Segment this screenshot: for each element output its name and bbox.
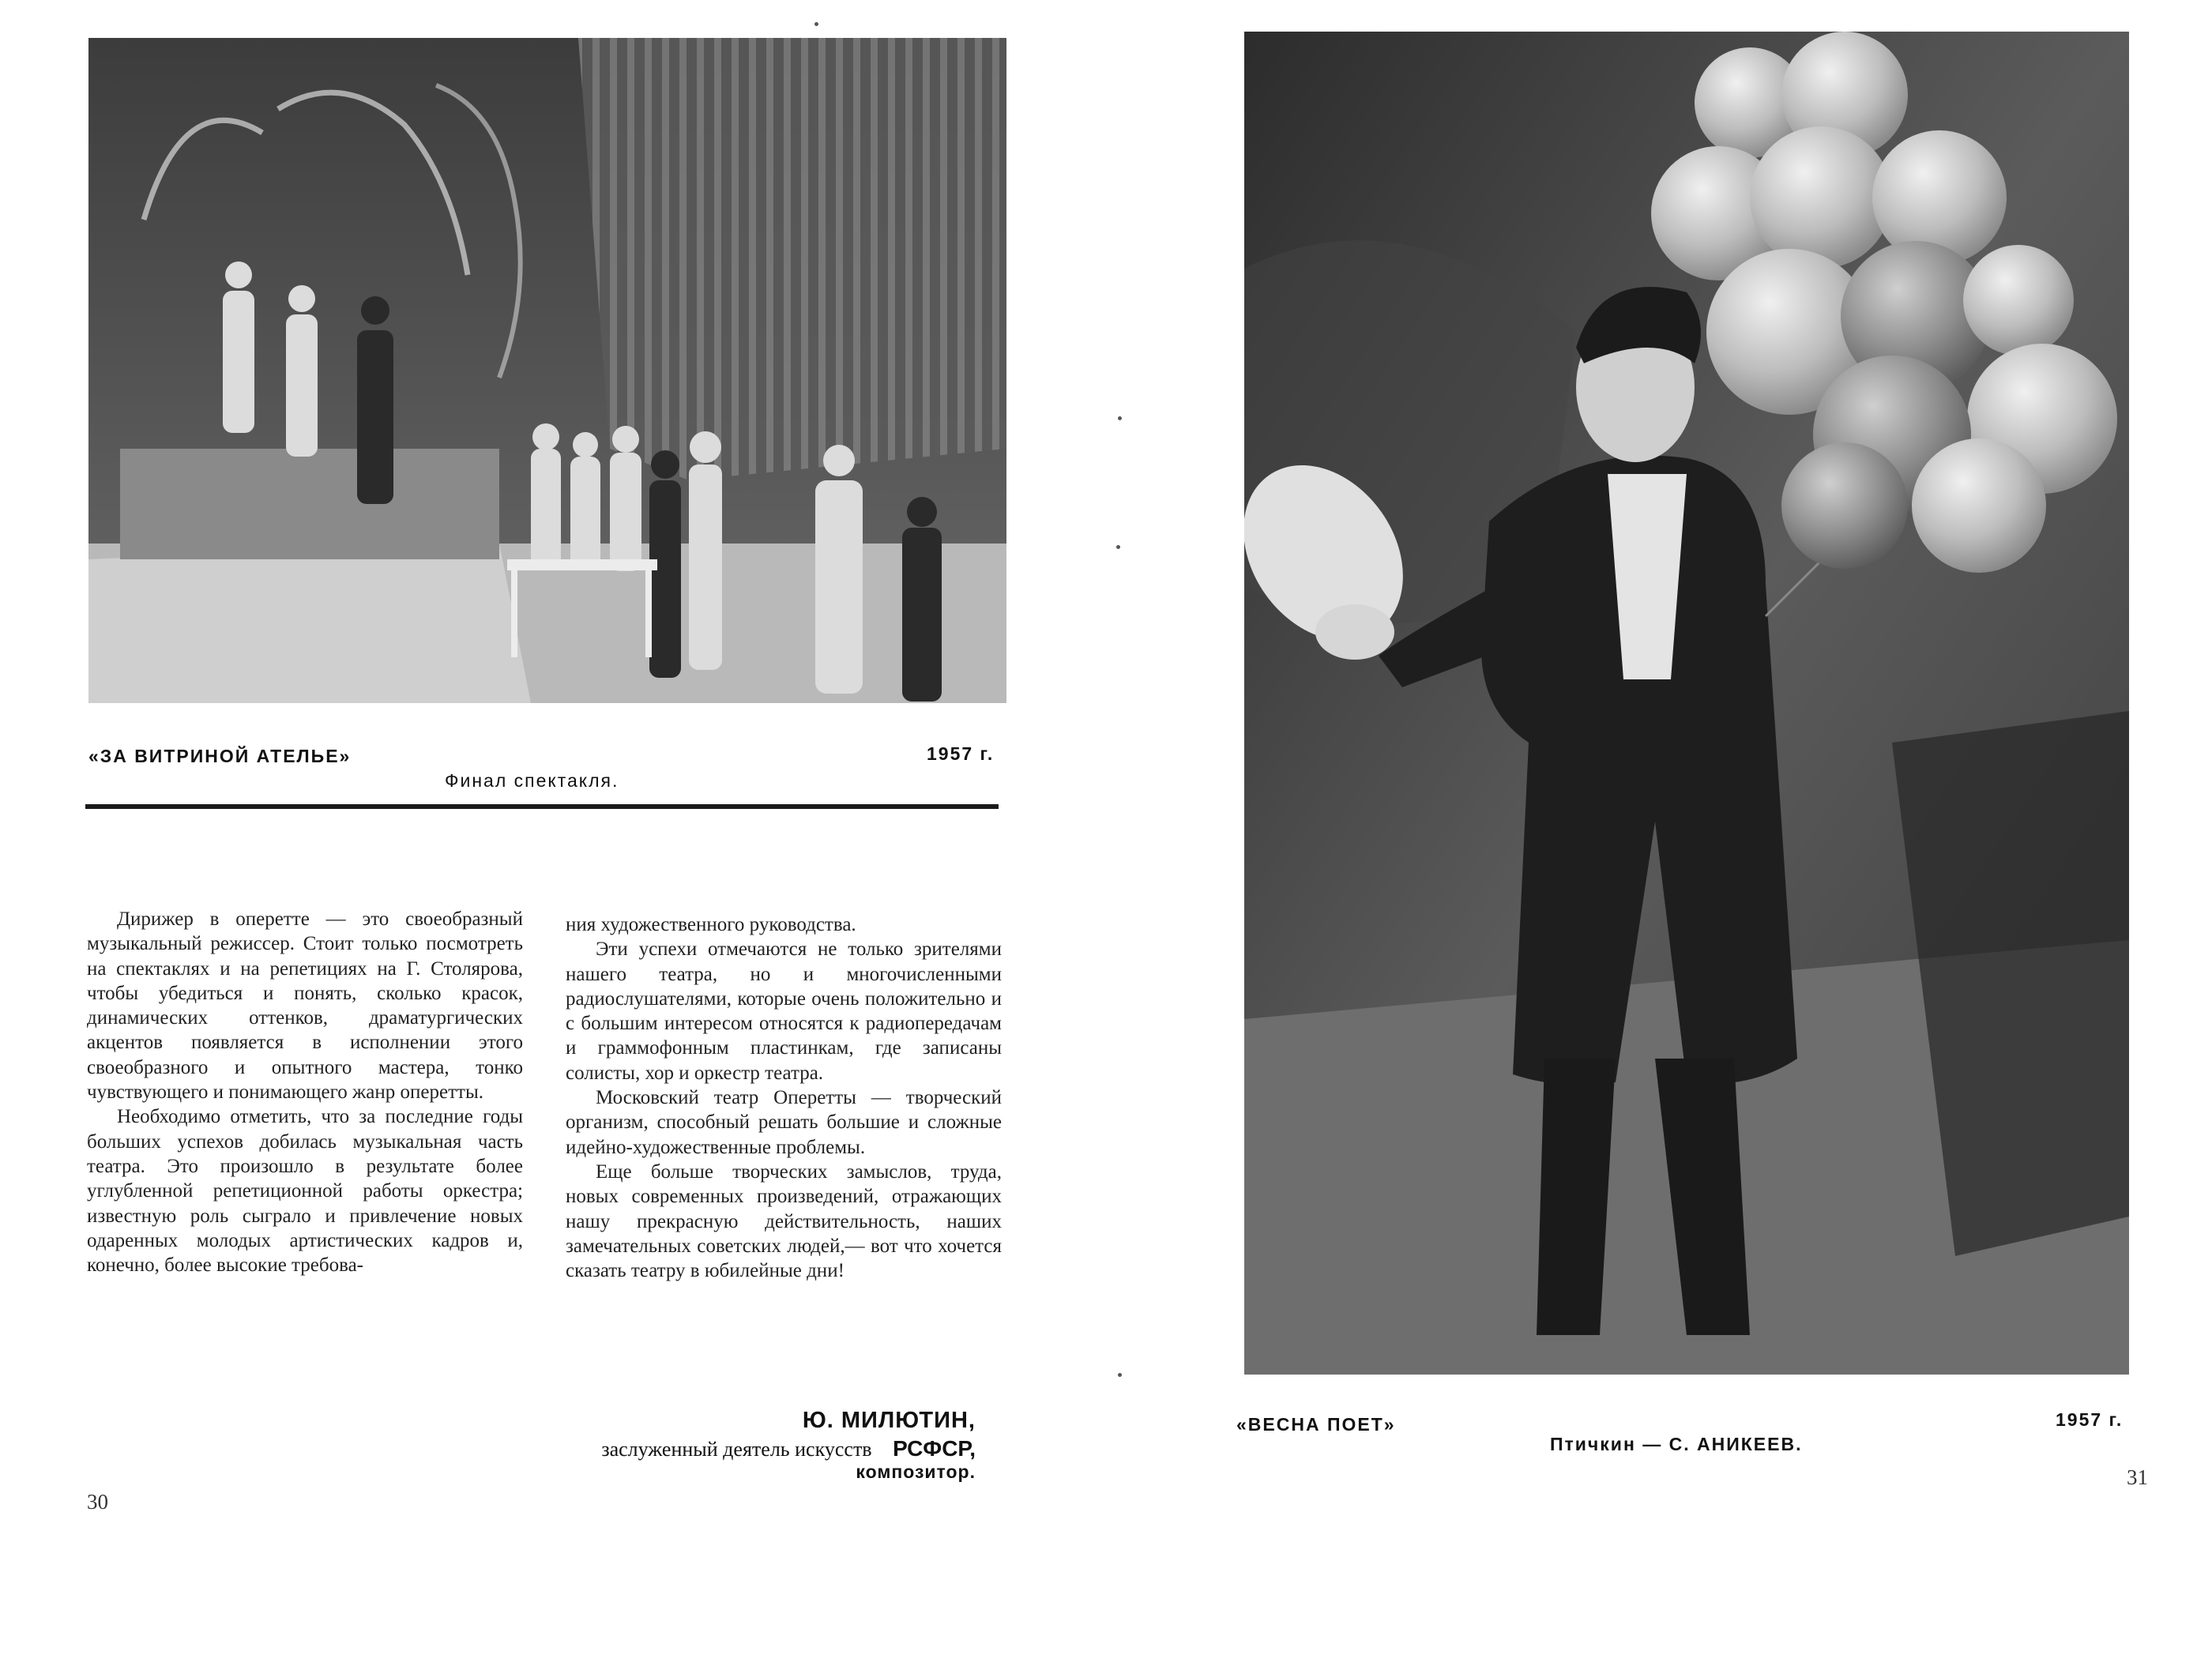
author-region: РСФСР,: [893, 1436, 976, 1461]
left-photo-caption-year: 1957 г.: [927, 743, 995, 764]
article-column-2: [566, 912, 1002, 1283]
author-title: [601, 1436, 976, 1461]
author-title-text: заслуженный деятель искусств: [601, 1438, 872, 1461]
right-photo-caption-year: 1957 г.: [2056, 1409, 2124, 1430]
author-name: Ю. МИЛЮТИН,: [802, 1408, 976, 1433]
scan-speck: [1118, 416, 1122, 420]
article-paragraph: Московский театр Оперетты — творческий организм, способный решать большие и сложные идейно-художественные проблемы.: [566, 1087, 1002, 1158]
article-paragraph: Дирижер в оперетте — это своеобразный музыкальный режиссер. Стоит только посмотреть на спектаклях и на репетициях на Г. Столярова, чтобы убедиться и понять, сколько красок, динамических оттенков, драматургических акцентов появляется в исполнении этого своеобразного и опытного мастера, тонко чувствующего и понимающего жанр оперетты.: [87, 908, 523, 1104]
left-photo-caption-title: «ЗА ВИТРИНОЙ АТЕЛЬЕ»: [88, 746, 352, 766]
article-paragraph: Эти успехи отмечаются не только зрителями нашего театра, но и многочисленными радиослушателями, которые очень положительно и с большим интересом относятся к радиопередачам и граммофонным пластинкам, где записаны солисты, хор и оркестр театра.: [566, 938, 1002, 1084]
scan-speck: [1116, 545, 1120, 549]
right-photo-caption-title: «ВЕСНА ПОЕТ»: [1236, 1414, 1396, 1435]
stage-scene-illustration: [88, 38, 1006, 703]
author-role: композитор.: [856, 1461, 976, 1482]
stage-finale-photo: [88, 38, 1006, 703]
article-paragraph: Необходимо отметить, что за последние годы больших успехов добилась музыкальная часть театра. Это произошло в результате более углубленной репетиционной работы оркестра; известную роль сыграло и привлечение новых одаренных молодых артистических кадров и, конечно, более высокие требова-: [87, 1106, 523, 1277]
article-paragraph: ния художественного руководства.: [566, 914, 856, 935]
right-page-number: 31: [2127, 1465, 2148, 1489]
actor-scene-illustration: [1244, 32, 2129, 1375]
left-page-number: 30: [87, 1490, 108, 1514]
scan-speck: [1118, 1373, 1122, 1377]
article-column-1: [87, 907, 523, 1277]
section-divider-rule: [85, 804, 999, 809]
scan-speck: [814, 22, 818, 26]
left-photo-caption-subtitle: Финал спектакля.: [445, 770, 619, 791]
actor-with-balloons-photo: [1244, 32, 2129, 1375]
right-photo-caption-subtitle: Птичкин — С. АНИКЕЕВ.: [1550, 1434, 1803, 1454]
article-paragraph: Еще больше творческих замыслов, труда, новых современных произведений, отражающих нашу прекрасную действительность, наших замечательных советских людей,— вот что хочется сказать театру в юбилейные дни!: [566, 1160, 1002, 1282]
